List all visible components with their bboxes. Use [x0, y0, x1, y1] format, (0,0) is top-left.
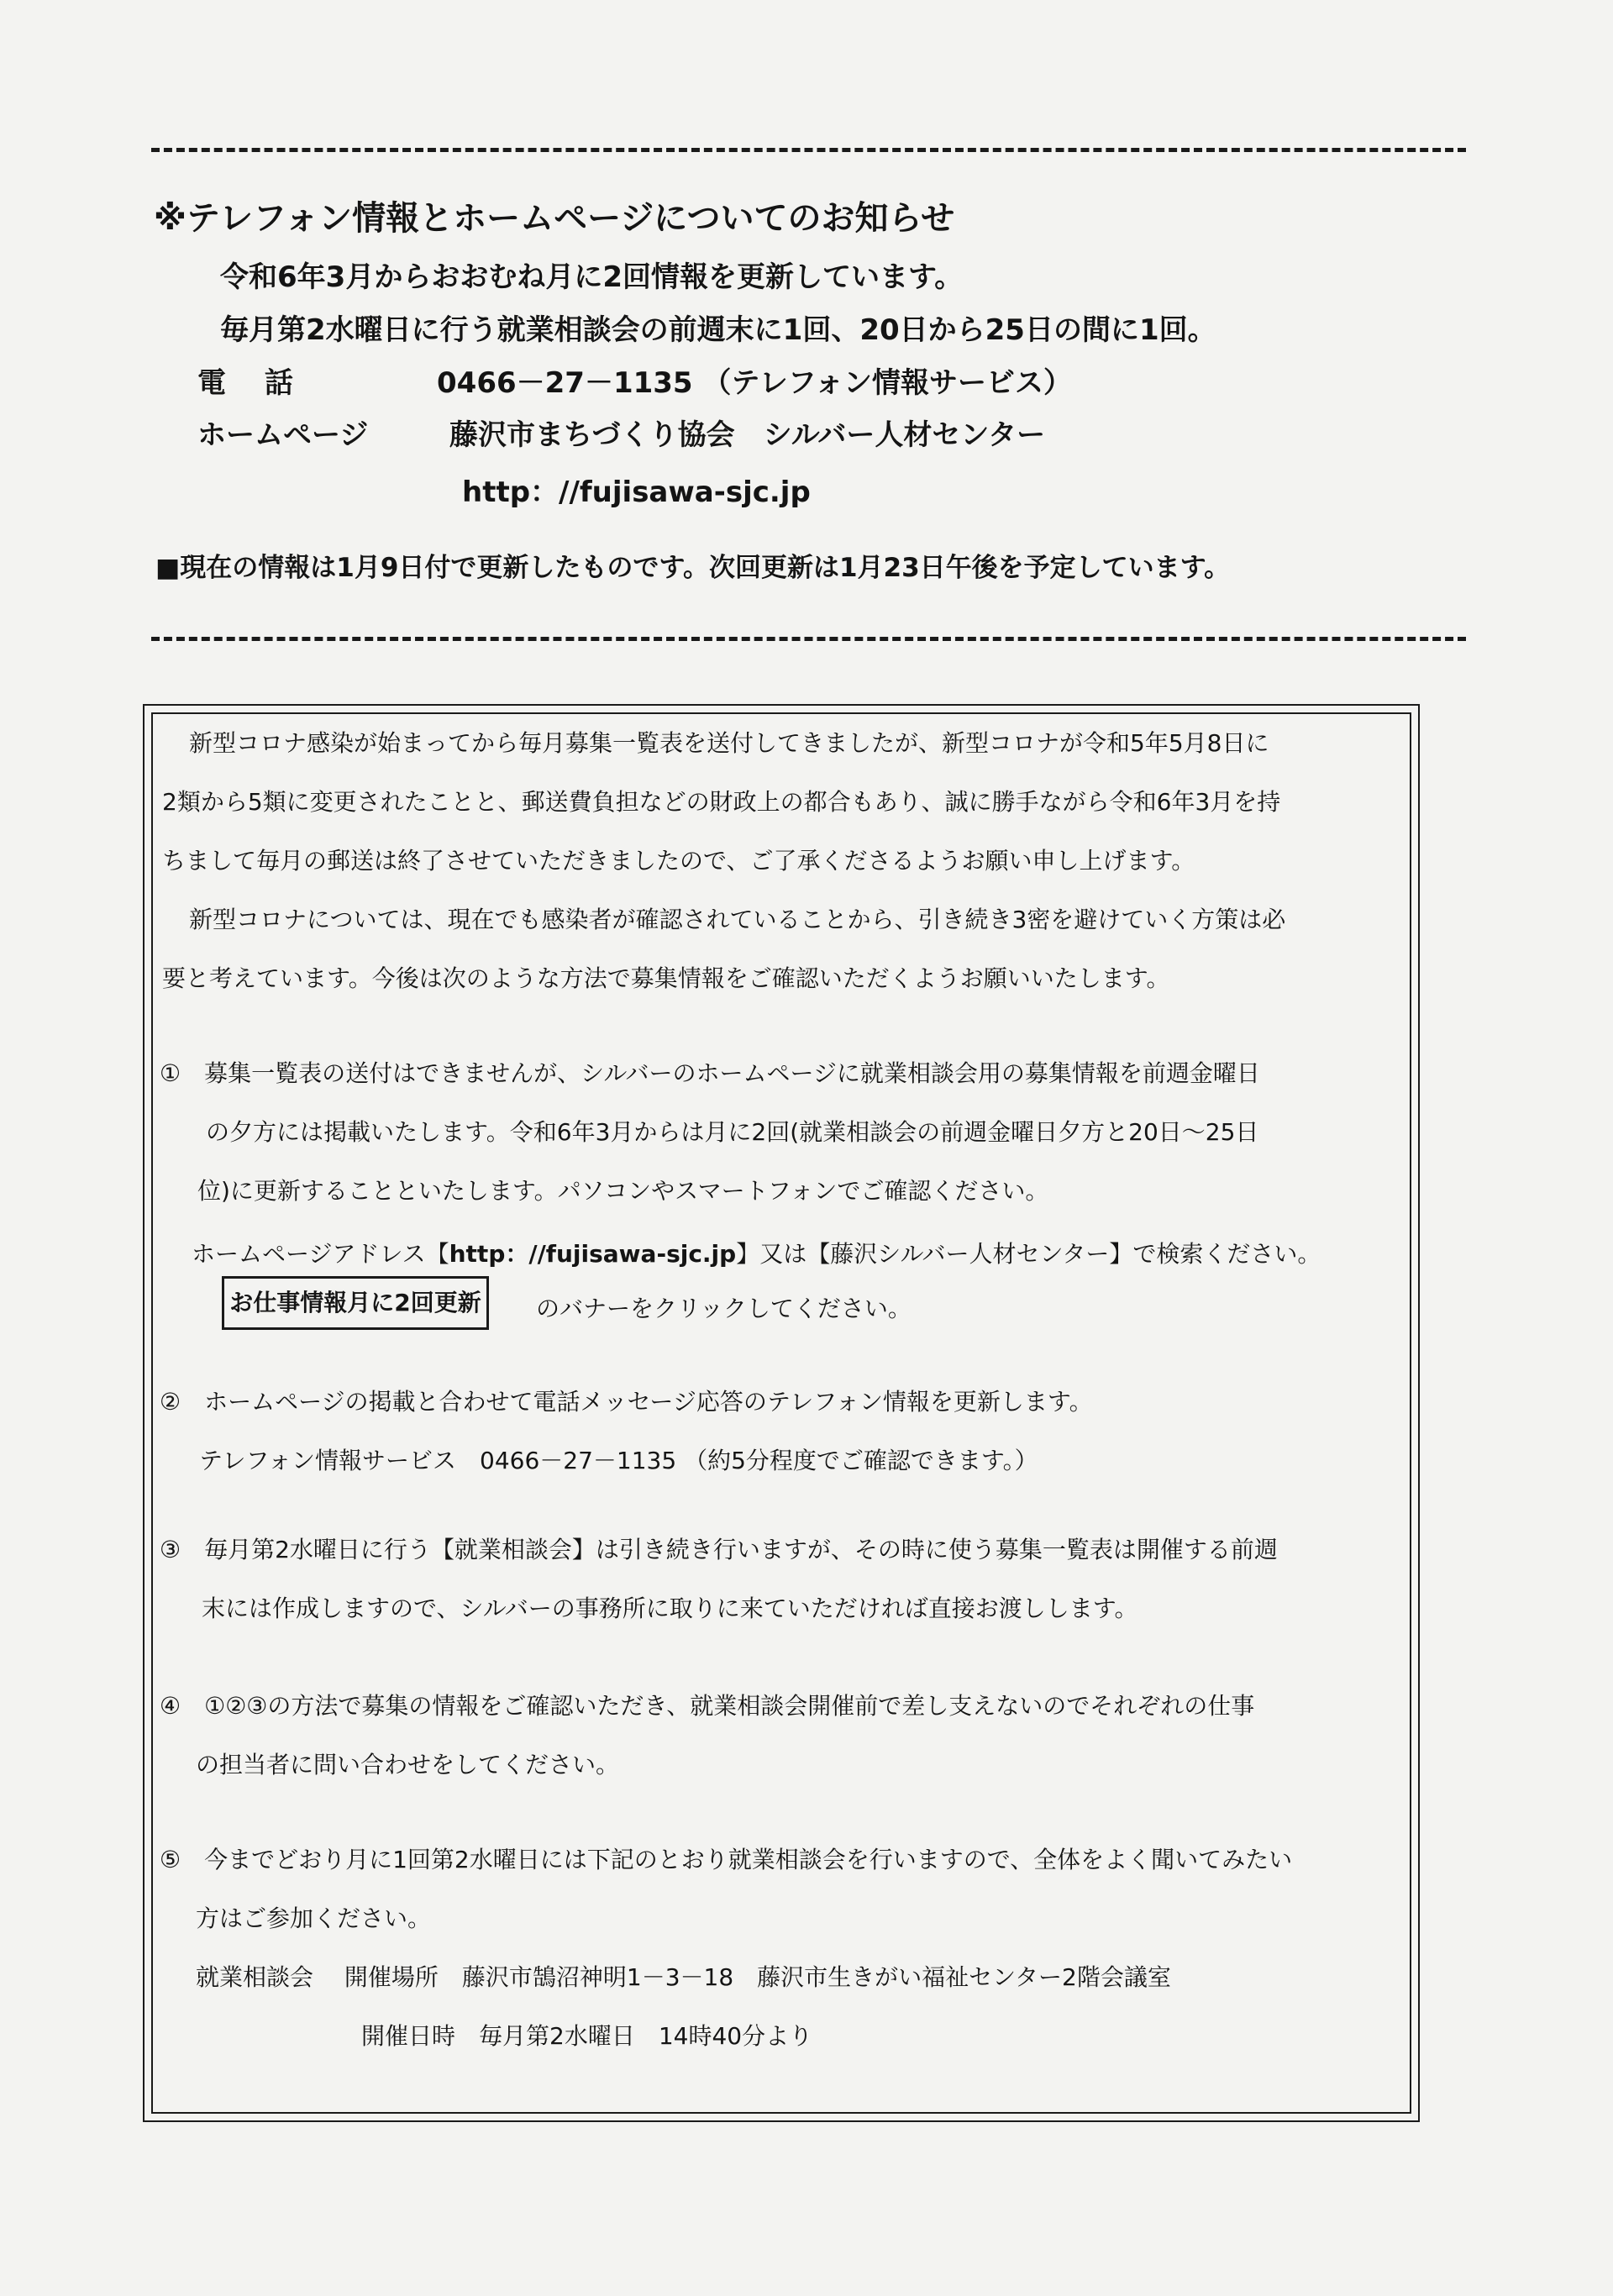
- homepage-url: http：//fujisawa-sjc.jp: [462, 475, 811, 509]
- item1-address: [192, 1236, 1321, 1269]
- item5-line1: ⑤ 今までどおり月に1回第2水曜日には下記のとおり就業相談会を行いますので、全体をよく聞いてみたい: [160, 1846, 1293, 1873]
- top-dashed-divider: [151, 148, 1466, 152]
- item1-line1: ① 募集一覧表の送付はできませんが、シルバーのホームページに就業相談会用の募集情報を前週金曜日: [160, 1059, 1260, 1087]
- para1-line2: 2類から5類に変更されたことと、郵送費負担などの財政上の都合もあり、誠に勝手ながら令和6年3月を持: [162, 788, 1281, 816]
- item5-line3: 就業相談会 開催場所 藤沢市鵠沼神明1－3－18 藤沢市生きがい福祉センター2階会議室: [196, 1963, 1171, 1991]
- item1-line3: 位)に更新することといたします。パソコンやスマートフォンでご確認ください。: [197, 1177, 1049, 1205]
- item2-line1: ② ホームページの掲載と合わせて電話メッセージ応答のテレフォン情報を更新します。: [160, 1388, 1093, 1416]
- update-info: ■現在の情報は1月9日付で更新したものです。次回更新は1月23日午後を予定しています。: [155, 553, 1231, 583]
- bottom-dashed-divider: [151, 637, 1466, 641]
- homepage-value: 藤沢市まちづくり協会 シルバー人材センター: [449, 418, 1046, 452]
- notice-title: ※テレフォン情報とホームページについてのお知らせ: [154, 199, 955, 238]
- item4-line1: ④ ①②③の方法で募集の情報をご確認いただき、就業相談会開催前で差し支えないのでそれぞれの仕事: [160, 1692, 1255, 1720]
- para2-line2: 要と考えています。今後は次のような方法で募集情報をご確認いただくようお願いいたします。: [162, 964, 1170, 992]
- item4-line2: の担当者に問い合わせをしてください。: [196, 1751, 620, 1778]
- para1-line3: ちまして毎月の郵送は終了させていただきましたので、ご了承くださるようお願い申し上げます。: [162, 847, 1195, 875]
- para2-line1: 新型コロナについては、現在でも感染者が確認されていることから、引き続き3密を避けていく方策は必: [189, 906, 1286, 933]
- item5-line4: 開催日時 毎月第2水曜日 14時40分より: [361, 2022, 813, 2050]
- notice-line-2: 毎月第2水曜日に行う就業相談会の前週末に1回、20日から25日の間に1回。: [220, 313, 1216, 347]
- item1-line2: の夕方には掲載いたします。令和6年3月からは月に2回(就業相談会の前週金曜日夕方と20日～25日: [206, 1118, 1259, 1146]
- phone-value: 0466－27－1135 （テレフォン情報サービス）: [437, 366, 1073, 400]
- para1-line1: 新型コロナ感染が始まってから毎月募集一覧表を送付してきましたが、新型コロナが令和5年5月8日に: [189, 729, 1269, 757]
- item5-line2: 方はご参加ください。: [196, 1905, 432, 1932]
- banner-instruction: のバナーをクリックしてください。: [536, 1295, 912, 1322]
- notice-line-1: 令和6年3月からおおむね月に2回情報を更新しています。: [220, 260, 964, 294]
- item3-line1: ③ 毎月第2水曜日に行う【就業相談会】は引き続き行いますが、その時に使う募集一覧表は開催する前週: [160, 1536, 1278, 1563]
- address-url[interactable]: http：//fujisawa-sjc.jp: [449, 1240, 737, 1268]
- phone-label: 電 話: [197, 366, 293, 400]
- homepage-label: ホームページ: [197, 418, 369, 452]
- address-label: ホームページアドレス【: [192, 1240, 449, 1268]
- item3-line2: 末には作成しますので、シルバーの事務所に取りに来ていただければ直接お渡しします。: [202, 1595, 1138, 1622]
- item2-line2: テレフォン情報サービス 0466－27－1135 （約5分程度でご確認できます。）: [199, 1447, 1038, 1474]
- address-rest: 】又は【藤沢シルバー人材センター】で検索ください。: [736, 1240, 1321, 1268]
- job-info-banner[interactable]: お仕事情報月に2回更新: [222, 1276, 489, 1330]
